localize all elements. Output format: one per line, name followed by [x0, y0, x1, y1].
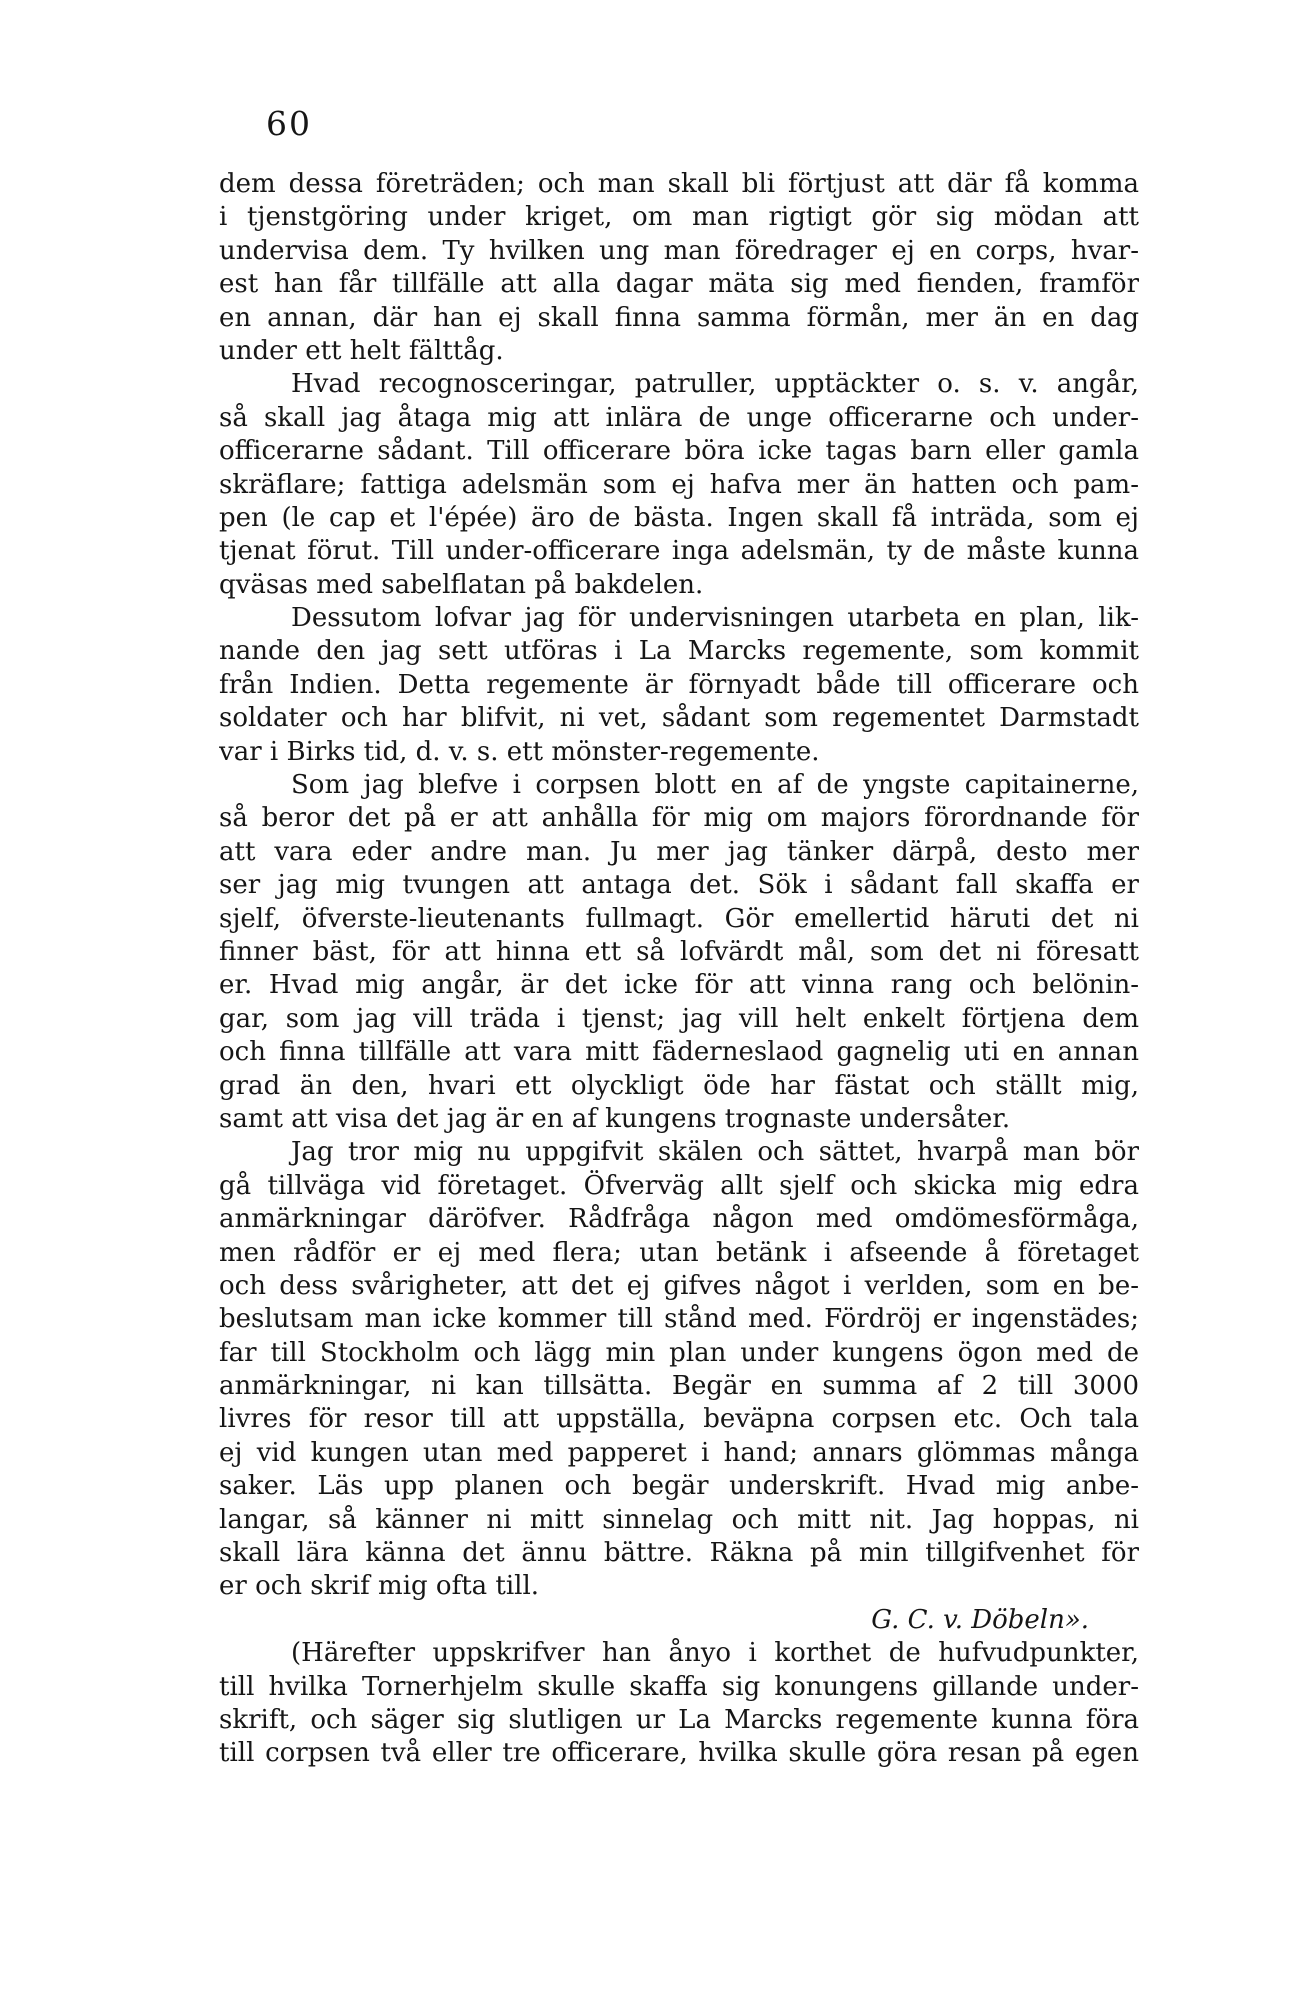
text-line: beslutsam man icke kommer till stånd med. Fördröj er ingenstädes;: [219, 1304, 1139, 1335]
text-line: anmärkningar däröfver. Rådfråga någon med omdömesförmåga,: [219, 1204, 1139, 1235]
body-text: [219, 168, 1139, 1771]
text-line: anmärkningar, ni kan tillsätta. Begär en summa af 2 till 3000: [219, 1371, 1139, 1402]
page-number: 60: [266, 104, 312, 143]
text-line: så beror det på er att anhålla för mig om majors förordnande för: [219, 803, 1139, 834]
text-line: dem dessa företräden; och man skall bli förtjust att där få komma: [219, 169, 1139, 199]
text-line: var i Birks tid, d. v. s. ett mönster-regemente.: [219, 736, 820, 767]
text-line: sjelf, öfverste-lieutenants fullmagt. Gör emellertid häruti det ni: [219, 903, 1139, 934]
text-line: grad än den, hvari ett olyckligt öde har fästat och ställt mig,: [219, 1070, 1139, 1101]
text-line: ej vid kungen utan med papperet i hand; annars glömmas många: [219, 1437, 1139, 1468]
text-line: est han får tillfälle att alla dagar mäta sig med fienden, framför: [219, 269, 1139, 300]
text-line: så skall jag åtaga mig att inlära de unge officerarne och under-: [219, 402, 1139, 433]
text-line: officerarne sådant. Till officerare böra icke tagas barn eller gamla: [219, 436, 1139, 467]
text-line: gar, som jag vill träda i tjenst; jag vill helt enkelt förtjena dem: [219, 1003, 1139, 1034]
text-line: att vara eder andre man. Ju mer jag tänker därpå, desto mer: [219, 836, 1139, 867]
text-line: Dessutom lofvar jag för undervisningen utarbeta en plan, lik-: [291, 603, 1139, 634]
text-line: en annan, där han ej skall finna samma förmån, mer än en dag: [219, 302, 1139, 333]
text-line: under ett helt fälttåg.: [219, 335, 504, 366]
text-line: Som jag blefve i corpsen blott en af de yngste capitainerne,: [291, 770, 1139, 801]
text-line: tjenat förut. Till under-officerare inga adelsmän, ty de måste kunna: [219, 536, 1139, 567]
text-line: samt att visa det jag är en af kungens trognaste undersåter.: [219, 1103, 1011, 1134]
text-line: qväsas med sabelflatan på bakdelen.: [219, 569, 704, 600]
text-line: skall lära känna det ännu bättre. Räkna på min tillgifvenhet för: [219, 1538, 1139, 1569]
text-line: livres för resor till att uppställa, beväpna corpsen etc. Och tala: [219, 1404, 1139, 1435]
text-line: till corpsen två eller tre officerare, hvilka skulle göra resan på egen: [219, 1738, 1139, 1769]
text-line: från Indien. Detta regemente är förnyadt både till officerare och: [219, 669, 1139, 700]
text-line: langar, så känner ni mitt sinnelag och mitt nit. Jag hoppas, ni: [219, 1504, 1139, 1535]
text-line: skrift, och säger sig slutligen ur La Marcks regemente kunna föra: [219, 1704, 1139, 1735]
text-line: nande den jag sett utföras i La Marcks regemente, som kommit: [219, 636, 1139, 667]
text-line: Hvad recognosceringar, patruller, upptäckter o. s. v. angår,: [291, 369, 1139, 400]
text-line: och finna tillfälle att vara mitt fäderneslaod gagnelig uti en annan: [219, 1037, 1139, 1068]
text-line: pen (le cap et l'épée) äro de bästa. Ingen skall få inträda, som ej: [219, 502, 1139, 533]
text-line: till hvilka Tornerhjelm skulle skaffa sig konungens gillande under-: [219, 1671, 1139, 1702]
text-line: saker. Läs upp planen och begär underskrift. Hvad mig anbe-: [219, 1471, 1139, 1502]
text-line: i tjenstgöring under kriget, om man rigtigt gör sig mödan att: [219, 202, 1139, 233]
text-line: soldater och har blifvit, ni vet, sådant som regementet Darmstadt: [219, 703, 1139, 734]
text-line: undervisa dem. Ty hvilken ung man föredrager ej en corps, hvar-: [219, 235, 1139, 266]
text-line: och dess svårigheter, att det ej gifves något i verlden, som en be-: [219, 1270, 1139, 1301]
text-line: far till Stockholm och lägg min plan under kungens ögon med de: [219, 1337, 1139, 1368]
text-line: skräflare; fattiga adelsmän som ej hafva mer än hatten och pam-: [219, 469, 1139, 500]
text-line: (Härefter uppskrifver han ånyo i korthet de hufvudpunkter,: [291, 1638, 1139, 1669]
text-line: gå tillväga vid företaget. Öfverväg allt sjelf och skicka mig edra: [219, 1170, 1139, 1201]
text-line: Jag tror mig nu uppgifvit skälen och sättet, hvarpå man bör: [291, 1137, 1139, 1168]
text-line: er och skrif mig ofta till.: [219, 1571, 540, 1602]
signature-line: G. C. v. Döbeln».: [871, 1604, 1089, 1635]
text-line: men rådför er ej med flera; utan betänk i afseende å företaget: [219, 1237, 1139, 1268]
text-line: er. Hvad mig angår, är det icke för att vinna rang och belönin-: [219, 970, 1139, 1001]
text-line: finner bäst, för att hinna ett så lofvärdt mål, som det ni föresatt: [219, 936, 1139, 967]
text-line: ser jag mig tvungen att antaga det. Sök i sådant fall skaffa er: [219, 870, 1139, 901]
